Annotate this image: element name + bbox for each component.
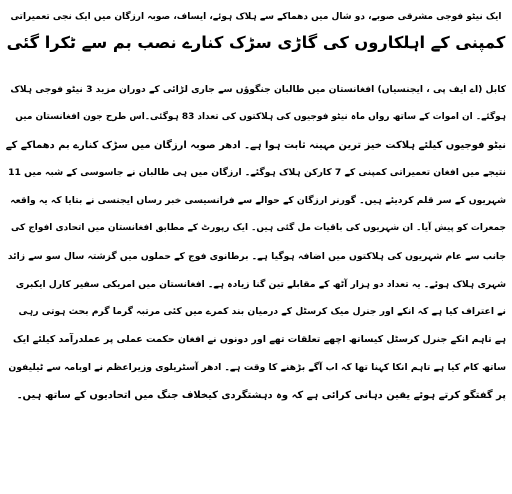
- body-line: جانب سے عام شہریوں کی ہلاکتوں میں اضافہ ہوگیا ہے۔ برطانوی فوج کے حملوں میں گزشتہ سال سو سے زائد: [7, 250, 506, 262]
- article-headline: [6, 4, 506, 56]
- headline-line: کمپنی کے اہلکاروں کی گاڑی سڑک کنارے نصب بم سے ٹکرا گئی: [6, 33, 506, 52]
- body-line: نیٹو فوجیوں کیلئے ہلاکت خیز ترین مہینہ ثابت ہوا ہے۔ ادھر صوبہ ارزگان میں سڑک کنارے بم دھماکے کے: [5, 139, 506, 151]
- body-line: جمعرات کو پیش آیا۔ ان شہریوں کی باقیات مل گئی ہیں۔ ایک رپورٹ کے مطابق افغانستان میں اتحادی افواج کی: [11, 222, 506, 233]
- body-line: نتیجے میں افغان تعمیراتی کمپنی کے 7 کارکن ہلاک ہوگئے۔ ارزگان میں ہی طالبان نے جاسوسی کے شبہ میں 11: [8, 167, 506, 179]
- body-line: ہے تاہم انکے جنرل کرسٹل کیساتھ اچھے تعلقات تھے اور دونوں نے افغان حکمت عملی پر عملدرآمد کیلئے ایک: [12, 334, 506, 346]
- body-line: نے اعتراف کیا ہے کہ انکے اور جنرل میک کرسٹل کے درمیان بند کمرے میں کئی مرتبہ گرما گرم بحث ہوتی رہی: [18, 306, 506, 318]
- article-body: [6, 76, 506, 410]
- body-line: پر گفتگو کرتے ہوئے یقین دہانی کرائی ہے کہ وہ دہشتگردی کیخلاف جنگ میں اتحادیوں کے ساتھ ہیں۔: [16, 389, 506, 401]
- headline-line: ایک نیٹو فوجی مشرقی صوبے، دو شال میں دھماکے سے ہلاک ہوئے، ایساف، صوبہ ارزگان میں ایک نجی تعمیراتی: [10, 12, 502, 22]
- body-line: کابل (اے ایف پی ، ایجنسیاں) افغانستان میں طالبان جنگوؤں سے جاری لڑائی کے دوران مزید 3 نیٹو فوجی ہلاک: [10, 84, 506, 95]
- body-line: شہری ہلاک ہوئے۔ یہ تعداد دو ہزار آٹھ کے مقابلے تین گنا زیادہ ہے۔ افغانستان میں امریکی سفیر کارل ایکبری: [15, 278, 506, 290]
- body-line: شہریوں کے سر قلم کردیئے ہیں۔ گورنر ارزگان کے حوالے سے فرانسیسی خبر رساں ایجنسی نے بتایا کہ یہ واقعہ: [10, 195, 506, 207]
- body-line: ساتھ کام کیا ہے تاہم انکا کہنا تھا کہ اب آگے بڑھنے کا وقت ہے۔ ادھر آسٹریلوی وزیراعظم نے اوبامہ سے ٹیلیفون: [8, 361, 506, 373]
- body-line: ہوگئے۔ ان اموات کے ساتھ رواں ماہ نیٹو فوجیوں کی ہلاکتوں کی تعداد 83 ہوگئی۔اس طرح جون افغانستان میں: [15, 111, 506, 122]
